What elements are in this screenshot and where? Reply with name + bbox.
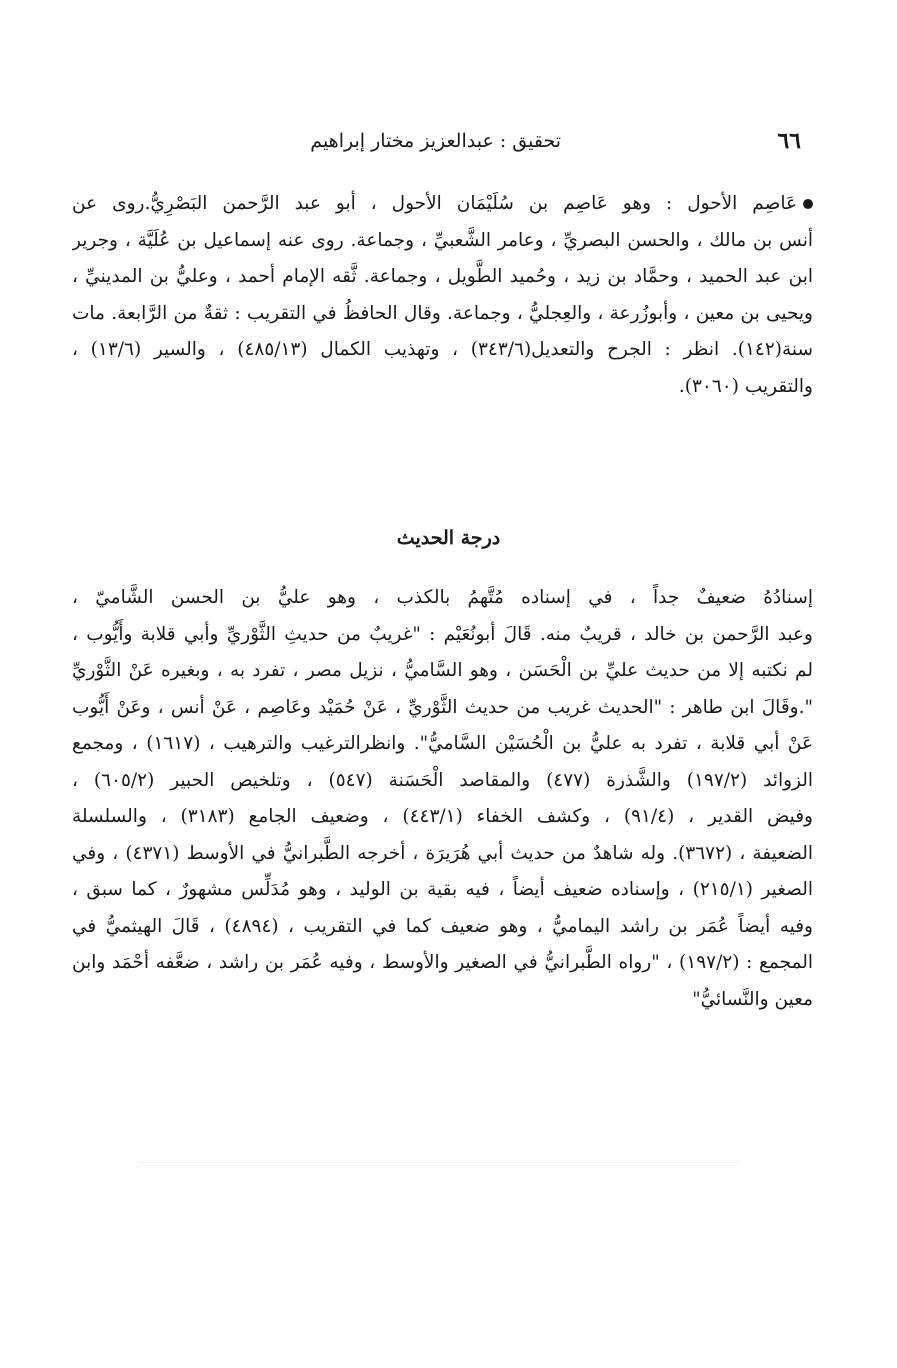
biography-line: ابن عبد الحميد ، وحمَّاد بن زيد ، وحُميد الطَّويل ، وجماعة. ثَّقه الإمام أحمد ، وعليُّ بن المدينيِّ ، [72,266,813,287]
text-line: وعبد الرَّحمن بن خالد ، قريبٌ منه. قَالَ أبونُعَيْم : "غريبٌ من حديثِ الثَّوْريِّ وأبي قلابة وأَيُّوب ، [72,623,813,645]
scan-artifact [140,1162,740,1164]
biography-line: ويحيى بن معين ، وأبوزُرعة ، والعِجليُّ ، وجماعة. وقال الحافظُ في التقريب : ثقةٌ من الرَّابعة. مات [72,302,813,324]
text-line: عَنْ أبي قلابة ، تفرد به عليُّ بن الْحُسَيْن السَّاميُّ". وانظرالترغيب والترهيب ، (١٦١٧) ، ومجمع [72,733,813,754]
page-header [70,128,801,160]
hadith-grade-text [72,580,813,1018]
text-line: معين والنَّسائيُّ" [692,988,813,1010]
text-line: لم نكتبه إلا من حديث عليِّ بن الْحَسَن ، وهو السَّاميُّ ، نزيل مصر ، تفرد به ، وبغيره عَنْ الثَّوْريِّ [72,660,813,681]
biography-line: والتقريب (٣٠٦٠). [678,375,813,397]
bullet-icon [803,199,813,209]
text-line: الضعيفة ، (٣٦٧٢). وله شاهدٌ من حديث أبي هُرَيرَة ، أخرجه الطَّبرانيُّ في الأوسط (٤٣٧١) ، وفي [72,842,813,864]
text-line: الزوائد (١٩٧/٢) والشَّذرة (٤٧٧) والمقاصد الْحَسَنة (٥٤٧) ، وتلخيص الحبير (٦٠٥/٢) ، [72,769,813,791]
running-head: تحقيق : عبدالعزيز مختار إبراهيم [310,130,561,152]
page-number: ٦٦ [777,128,801,154]
text-line: إسنادُهُ ضعيفٌ جداً ، في إسناده مُتَّهمُ بالكذب ، وهو عليُّ بن الحسن الشَّاميّ ، [72,587,813,608]
section-heading: درجة الحديث [396,527,501,549]
text-line: ".وقَالَ ابن طاهر : "الحديث غريب من حديث الثَّوْريِّ ، عَنْ حُمَيْد وعَاصِم ، عَنْ أنس ، وعَنْ أَيُّوب [72,696,813,718]
biography-line: عَاصِم الأحول : وهو عَاصِم بن سُلَيْمَان الأحول ، أبو عبد الرَّحمن البَصْرِيُّ.روى عن [72,186,813,223]
biography-line: أنس بن مالك ، والحسن البصريِّ ، وعامر الشَّعبيِّ ، وجماعة. روى عنه إسماعيل بن عُلَيَّة ، وجرير [72,229,813,251]
text-line: وفيه أيضاً عُمَر بن راشد اليماميُّ ، وهو ضعيف كما في التقريب ، (٤٨٩٤) ، قَالَ الهيثميُّ في [72,915,813,937]
text-line: وفيض القدير ، (٩١/٤) ، وكشف الخفاء (٤٤٣/١) ، وضعيف الجامع (٣١٨٣) ، والسلسلة [72,806,813,827]
text-line: الصغير (٢١٥/١) ، وإسناده ضعيف أيضاً ، فيه بقية بن الوليد ، وهو مُدَلِّس مشهورٌ ، كما سبق ، [72,879,813,900]
biography-line: سنة(١٤٢). انظر : الجرح والتعديل(٣٤٣/٦) ، وتهذيب الكمال (٤٨٥/١٣) ، والسير (١٣/٦) ، [72,339,813,360]
text-line: المجمع : (١٩٧/٢) ، "رواه الطَّبرانيُّ في الصغير والأوسط ، وفيه عُمَر بن راشد ، ضعَّفه أحْمَد وابن [72,952,813,973]
biography-footnote [72,186,813,405]
